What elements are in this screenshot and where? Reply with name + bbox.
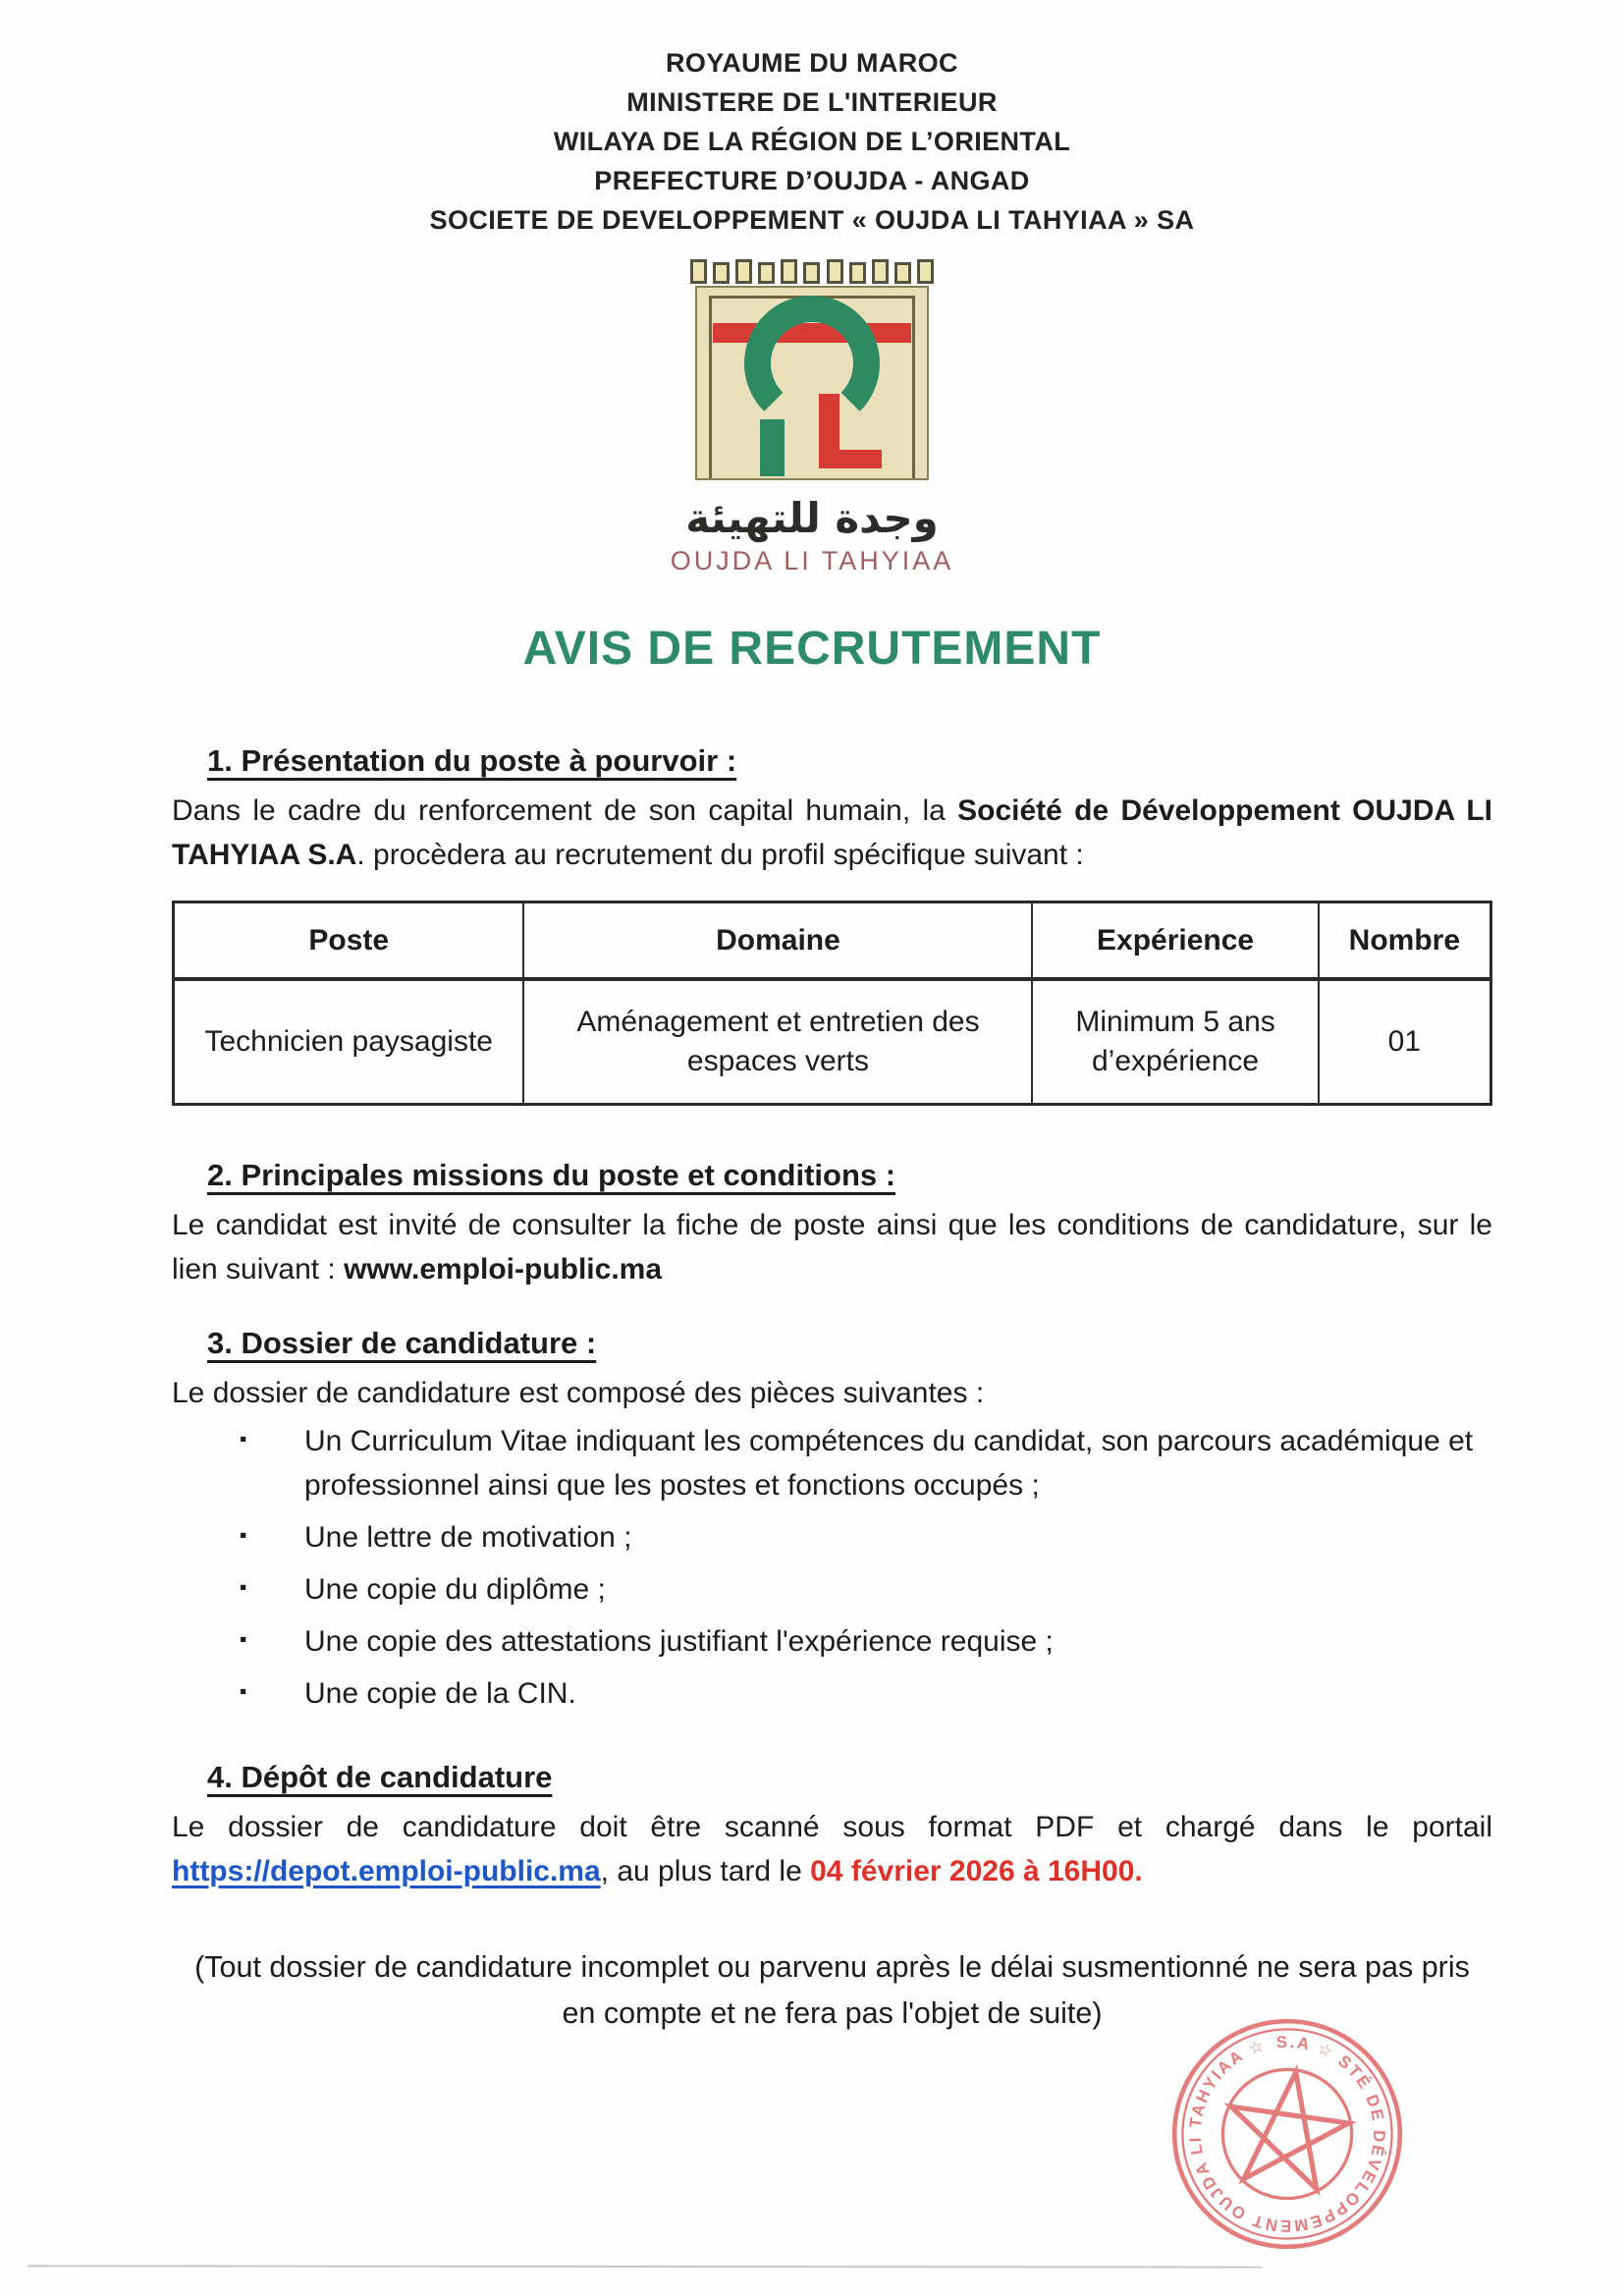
stamp-inner-circle [1216, 2062, 1359, 2206]
logo-red-corner [819, 394, 882, 468]
recruitment-table [172, 901, 1492, 1106]
deadline-text: 04 février 2026 à 16H00. [810, 1855, 1143, 1887]
page-title: AVIS DE RECRUTEMENT [522, 623, 1102, 675]
logo-gate-icon [695, 286, 929, 480]
stamp-outer-inner-circle [1170, 2017, 1404, 2251]
company-name-bold: Société de Développement OUJDA LI TAHYIAA S.A [172, 794, 1492, 871]
emploi-public-link[interactable]: www.emploi-public.ma [344, 1253, 663, 1285]
depot-paragraph [172, 1805, 1492, 1893]
section-4-heading: 4. Dépôt de candidature [207, 1760, 553, 1794]
presentation-text-2: . procèdera au recrutement du profil spécifique suivant : [356, 839, 1084, 871]
dossier-intro: Le dossier de candidature est composé des pièces suivantes : [172, 1377, 985, 1409]
document-body [172, 738, 1492, 2037]
cell-nombre: 01 [1319, 979, 1491, 1105]
header-cell-poste: Poste [174, 902, 524, 980]
footer-note: (Tout dossier de candidature incomplet ou parvenu après le délai susmentionné ne sera pas pris en compte et ne fera pas l'objet de suite) [194, 1950, 1470, 2030]
logo-latin-name: OUJDA LI TAHYIAA [670, 546, 954, 575]
section-1-heading: 1. Présentation du poste à pourvoir : [207, 743, 737, 778]
header-line-royaume: ROYAUME DU MAROC [666, 48, 958, 78]
list-item-cin: ▪ Une copie de la CIN. [304, 1671, 1492, 1716]
header-line-wilaya: WILAYA DE LA RÉGION DE L’ORIENTAL [553, 127, 1071, 156]
cell-experience: Minimum 5 ans d’expérience [1032, 979, 1318, 1105]
list-item-cv: ▪ Un Curriculum Vitae indiquant les compétences du candidat, son parcours académique et professionnel ainsi que les postes et fonctions occupés ; [304, 1419, 1492, 1507]
depot-portal-link[interactable]: https://depot.emploi-public.ma [172, 1855, 601, 1887]
presentation-text-1: Dans le cadre du renforcement de son capital humain, la [172, 794, 958, 827]
government-header [0, 0, 1624, 240]
logo-green-pillar [760, 419, 785, 476]
company-logo [0, 259, 1624, 576]
cell-poste: Technicien paysagiste [174, 979, 524, 1105]
missions-paragraph [172, 1203, 1492, 1291]
cell-domaine: Aménagement et entretien des espaces verts [523, 979, 1032, 1105]
table-header-row [174, 902, 1491, 980]
logo-arabic-name: وجدة للتهيئة [685, 494, 939, 542]
list-item-diplome: ▪ Une copie du diplôme ; [304, 1567, 1492, 1612]
header-cell-experience: Expérience [1032, 902, 1318, 980]
stamp-star-icon [1228, 2066, 1357, 2198]
section-2-heading: 2. Principales missions du poste et conditions : [207, 1158, 896, 1192]
depot-text-1: Le dossier de candidature doit être scanné sous format PDF et chargé dans le portail [172, 1811, 1492, 1843]
list-item-lettre: ▪ Une lettre de motivation ; [304, 1515, 1492, 1559]
header-line-societe: SOCIETE DE DEVELOPPEMENT « OUJDA LI TAHYIAA » SA [429, 205, 1195, 235]
scan-artifact-line [27, 2265, 1263, 2268]
depot-text-2: , au plus tard le [600, 1855, 811, 1887]
dossier-items-list [172, 1419, 1492, 1716]
table-row [174, 979, 1491, 1105]
presentation-paragraph [172, 789, 1492, 877]
stamp-circular-text: S.A ☆ STÉ DE DÉVELOPPEMENT OUJDA LI TAHYIAA ☆ [1185, 2032, 1389, 2236]
list-item-attestations: ▪ Une copie des attestations justifiant l'expérience requise ; [304, 1619, 1492, 1664]
header-line-ministere: MINISTERE DE L'INTERIEUR [626, 87, 998, 117]
section-3-heading: 3. Dossier de candidature : [207, 1326, 597, 1360]
header-cell-nombre: Nombre [1319, 902, 1491, 980]
missions-text: Le candidat est invité de consulter la fiche de poste ainsi que les conditions de candidature, sur le lien suivant : [172, 1209, 1492, 1285]
company-stamp [1153, 1999, 1422, 2269]
header-cell-domaine: Domaine [523, 902, 1032, 980]
header-line-prefecture: PREFECTURE D’OUJDA - ANGAD [594, 166, 1030, 195]
logo-crenellations-icon [690, 259, 934, 286]
